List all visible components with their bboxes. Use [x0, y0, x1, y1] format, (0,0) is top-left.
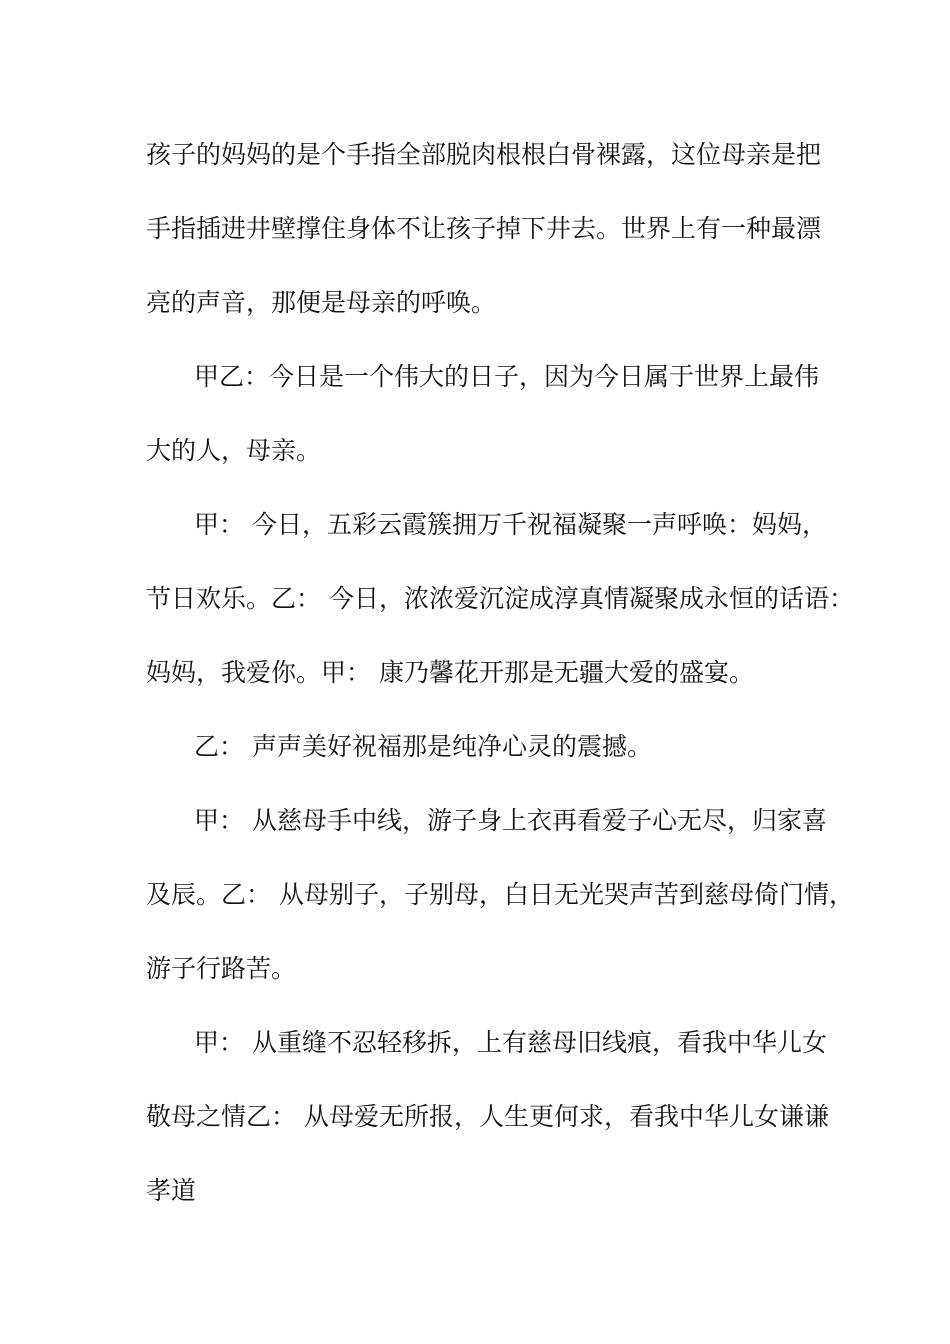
text-line — [146, 414, 816, 488]
text-line — [146, 488, 827, 562]
text-line — [146, 1006, 827, 1080]
text-line — [146, 562, 854, 636]
text-line — [146, 1080, 829, 1154]
text-line — [146, 340, 820, 414]
text-line-content: 甲乙：今日是一个伟大的日子，因为今日属于世界上最伟 — [194, 362, 820, 391]
text-line — [146, 118, 822, 192]
text-line-content: 妈妈，我爱你。甲： 康乃馨花开那是无疆大爱的盛宴。 — [146, 658, 754, 687]
text-line — [146, 192, 822, 266]
text-line-content: 乙： 声声美好祝福那是纯净心灵的震撼。 — [194, 732, 652, 761]
text-line — [146, 636, 816, 710]
text-line-content: 甲： 今日，五彩云霞簇拥万千祝福凝聚一声呼唤：妈妈， — [194, 510, 827, 539]
text-line-content: 节日欢乐。乙： 今日，浓浓爱沉淀成淳真情凝聚成永恒的话语： — [146, 584, 854, 613]
text-line-content: 孝道 — [146, 1176, 197, 1205]
text-line — [146, 710, 816, 784]
text-line — [146, 858, 854, 932]
text-line-content: 甲： 从重缝不忍轻移拆，上有慈母旧线痕，看我中华儿女 — [194, 1028, 827, 1057]
text-line-content: 敬母之情乙： 从母爱无所报，人生更何求，看我中华儿女谦谦 — [146, 1102, 829, 1131]
text-line-content: 亮的声音，那便是母亲的呼唤。 — [146, 288, 497, 317]
text-line-content: 手指插进井壁撑住身体不让孩子掉下井去。世界上有一种最漂 — [146, 214, 822, 243]
text-line-content: 甲： 从慈母手中线，游子身上衣再看爱子心无尽，归家喜 — [194, 806, 827, 835]
text-line — [146, 266, 816, 340]
text-line-content: 游子行路苦。 — [146, 954, 297, 983]
text-line — [146, 784, 827, 858]
text-line-content: 及辰。乙： 从母别子，子别母，白日无光哭声苦到慈母倚门情， — [146, 880, 854, 909]
document-body — [146, 118, 854, 1228]
text-line — [146, 1154, 816, 1228]
text-line — [146, 932, 816, 1006]
text-line-content: 大的人，母亲。 — [146, 436, 322, 465]
text-line-content: 孩子的妈妈的是个手指全部脱肉根根白骨裸露，这位母亲是把 — [146, 140, 822, 169]
